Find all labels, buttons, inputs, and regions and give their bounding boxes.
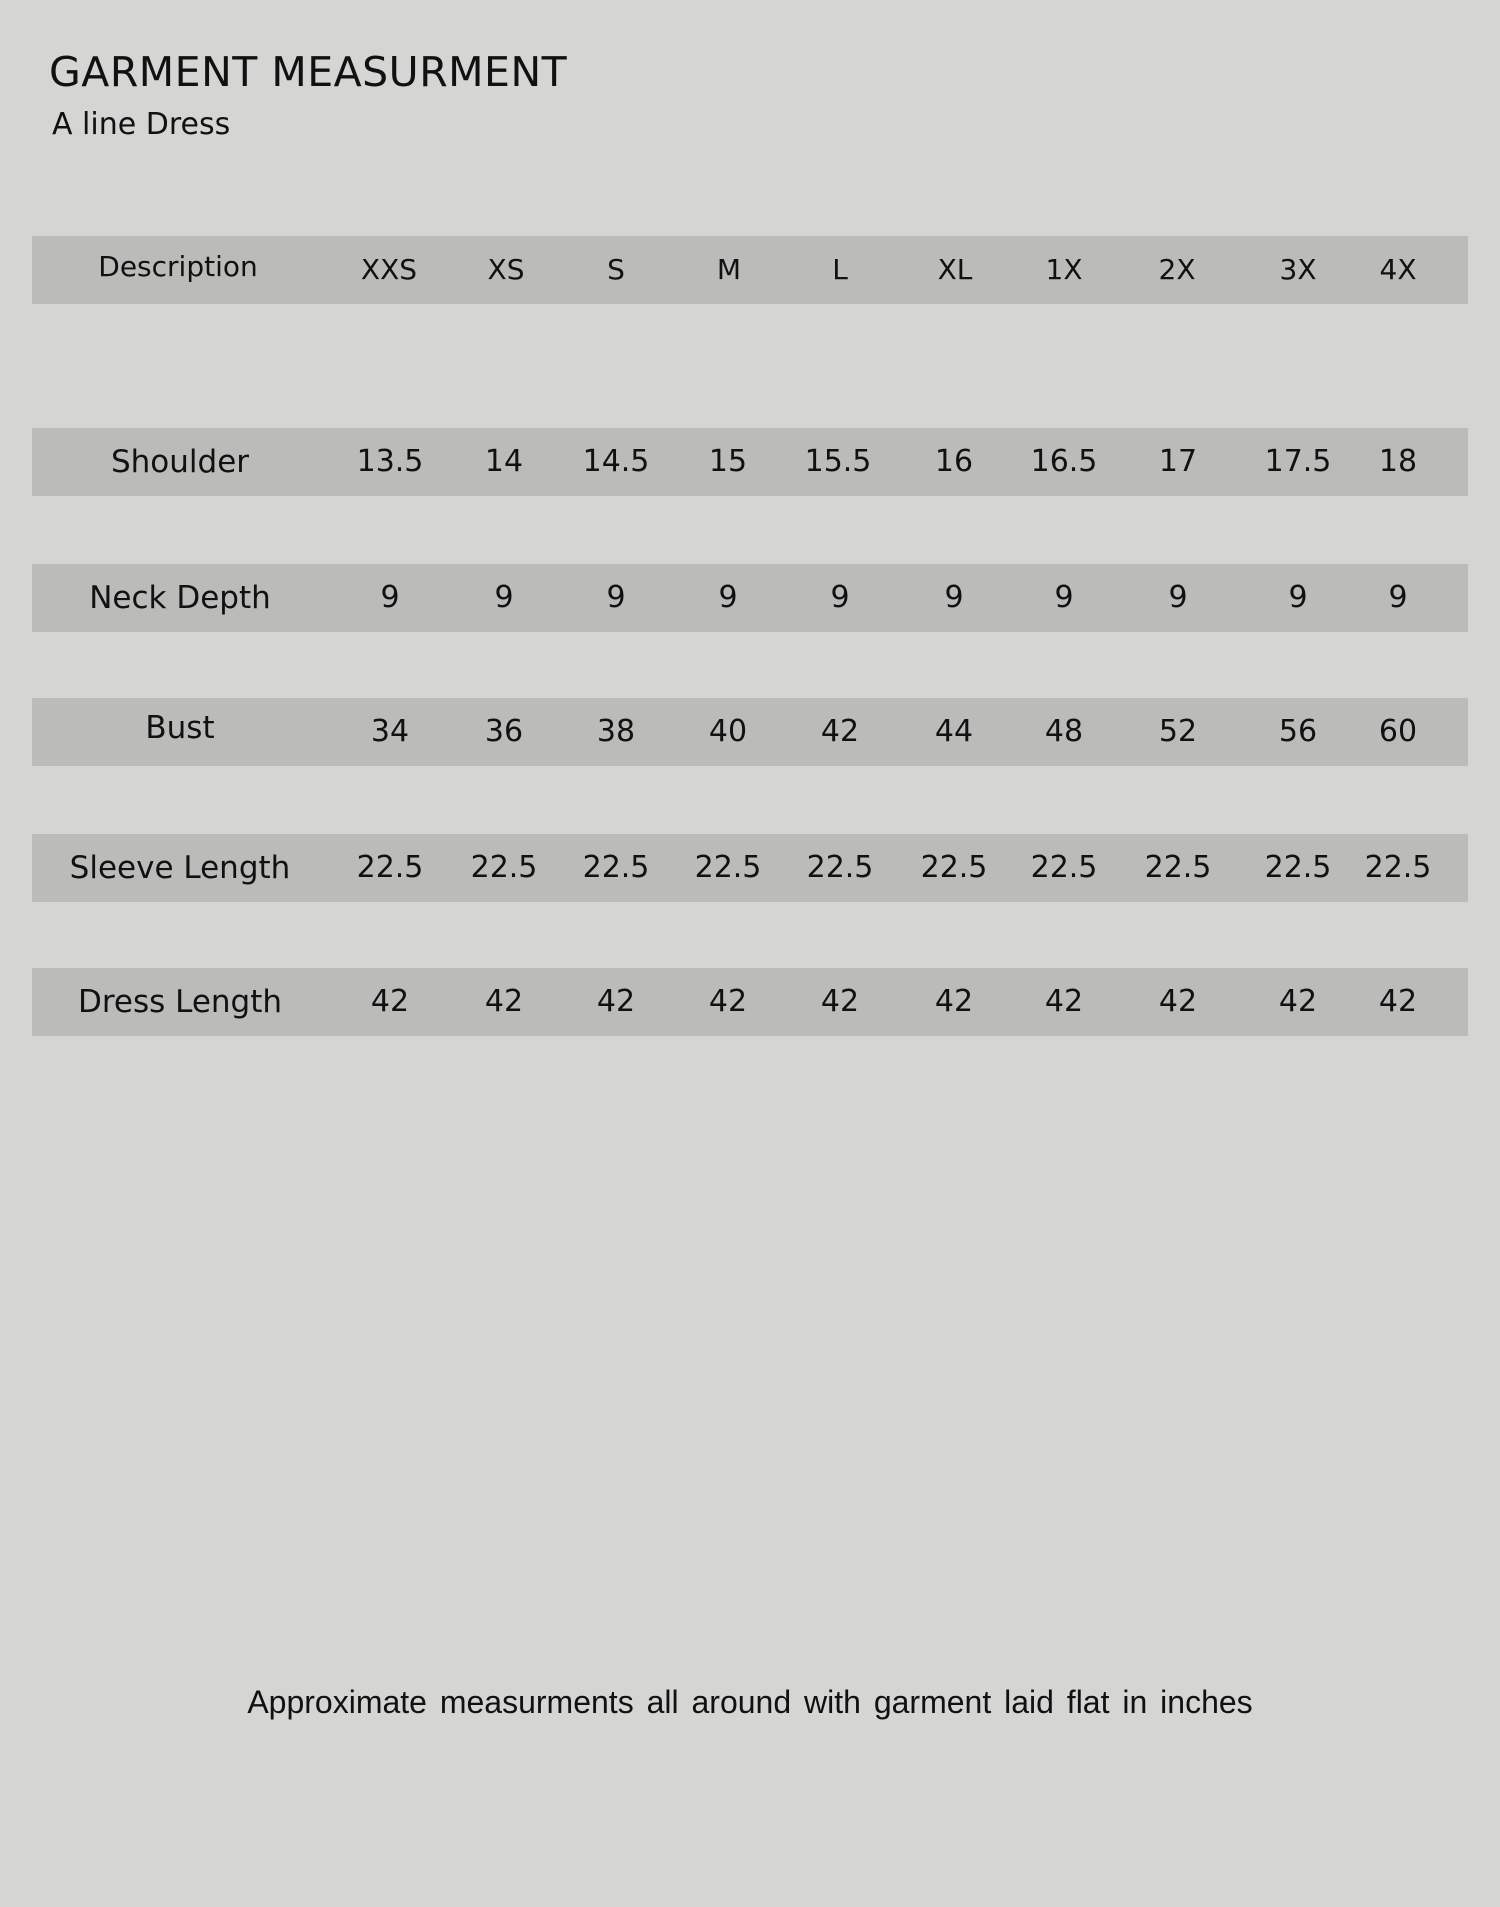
table-row-dress-length bbox=[32, 968, 1468, 1036]
table-cell: 9 bbox=[606, 580, 626, 615]
table-cell: 42 bbox=[1378, 984, 1418, 1019]
table-cell: 42 bbox=[1044, 984, 1084, 1019]
table-cell: 22.5 bbox=[470, 850, 538, 885]
table-cell: 9 bbox=[1288, 580, 1308, 615]
header-size: 1X bbox=[1045, 253, 1083, 286]
table-cell: 14 bbox=[484, 444, 524, 479]
row-label: Bust bbox=[145, 710, 215, 746]
table-cell: 48 bbox=[1044, 714, 1084, 749]
header-size: XS bbox=[487, 253, 525, 286]
table-cell: 14.5 bbox=[582, 444, 650, 479]
table-row-sleeve-length bbox=[32, 834, 1468, 902]
table-cell: 9 bbox=[1054, 580, 1074, 615]
table-cell: 15 bbox=[708, 444, 748, 479]
table-cell: 22.5 bbox=[356, 850, 424, 885]
table-cell: 22.5 bbox=[1030, 850, 1098, 885]
table-row-bust bbox=[32, 698, 1468, 766]
footer-note: Approximate measurments all around with garment laid flat in inches bbox=[247, 1684, 1253, 1720]
table-row-neck-depth bbox=[32, 564, 1468, 632]
table-cell: 22.5 bbox=[1144, 850, 1212, 885]
row-label: Shoulder bbox=[110, 444, 250, 480]
table-cell: 22.5 bbox=[694, 850, 762, 885]
table-cell: 34 bbox=[370, 714, 410, 749]
table-cell: 36 bbox=[484, 714, 524, 749]
table-cell: 42 bbox=[484, 984, 524, 1019]
table-cell: 22.5 bbox=[806, 850, 874, 885]
table-cell: 9 bbox=[1168, 580, 1188, 615]
table-cell: 42 bbox=[370, 984, 410, 1019]
header-size: XL bbox=[937, 253, 973, 286]
table-cell: 17.5 bbox=[1264, 444, 1332, 479]
table-cell: 42 bbox=[1278, 984, 1318, 1019]
header-size: 2X bbox=[1158, 253, 1196, 286]
table-cell: 13.5 bbox=[356, 444, 424, 479]
header-size: 4X bbox=[1379, 253, 1417, 286]
page-title: GARMENT MEASURMENT bbox=[49, 48, 568, 96]
row-label: Dress Length bbox=[77, 984, 283, 1020]
header-description: Description bbox=[98, 250, 258, 283]
page-subtitle: A line Dress bbox=[52, 107, 231, 142]
table-cell: 44 bbox=[934, 714, 974, 749]
table-cell: 17 bbox=[1158, 444, 1198, 479]
table-cell: 42 bbox=[820, 984, 860, 1019]
header-size: XXS bbox=[360, 253, 418, 286]
table-cell: 16.5 bbox=[1030, 444, 1098, 479]
table-cell: 9 bbox=[494, 580, 514, 615]
table-cell: 22.5 bbox=[920, 850, 988, 885]
table-row-shoulder bbox=[32, 428, 1468, 496]
table-cell: 42 bbox=[596, 984, 636, 1019]
table-cell: 42 bbox=[708, 984, 748, 1019]
table-cell: 18 bbox=[1378, 444, 1418, 479]
table-cell: 42 bbox=[820, 714, 860, 749]
table-cell: 9 bbox=[1388, 580, 1408, 615]
table-header-row bbox=[32, 236, 1468, 304]
header-size: L bbox=[832, 253, 848, 286]
table-cell: 38 bbox=[596, 714, 636, 749]
table-cell: 15.5 bbox=[804, 444, 872, 479]
table-cell: 60 bbox=[1378, 714, 1418, 749]
table-cell: 9 bbox=[944, 580, 964, 615]
table-cell: 9 bbox=[830, 580, 850, 615]
table-cell: 16 bbox=[934, 444, 974, 479]
table-cell: 56 bbox=[1278, 714, 1318, 749]
table-cell: 22.5 bbox=[1364, 850, 1432, 885]
table-cell: 22.5 bbox=[582, 850, 650, 885]
header-size: 3X bbox=[1279, 253, 1317, 286]
header-size: S bbox=[607, 253, 625, 286]
row-label: Neck Depth bbox=[89, 580, 271, 616]
table-cell: 22.5 bbox=[1264, 850, 1332, 885]
table-cell: 42 bbox=[1158, 984, 1198, 1019]
table-cell: 9 bbox=[718, 580, 738, 615]
table-cell: 52 bbox=[1158, 714, 1198, 749]
table-cell: 40 bbox=[708, 714, 748, 749]
row-label: Sleeve Length bbox=[69, 850, 291, 886]
table-cell: 42 bbox=[934, 984, 974, 1019]
table-cell: 9 bbox=[380, 580, 400, 615]
header-size: M bbox=[716, 253, 742, 286]
